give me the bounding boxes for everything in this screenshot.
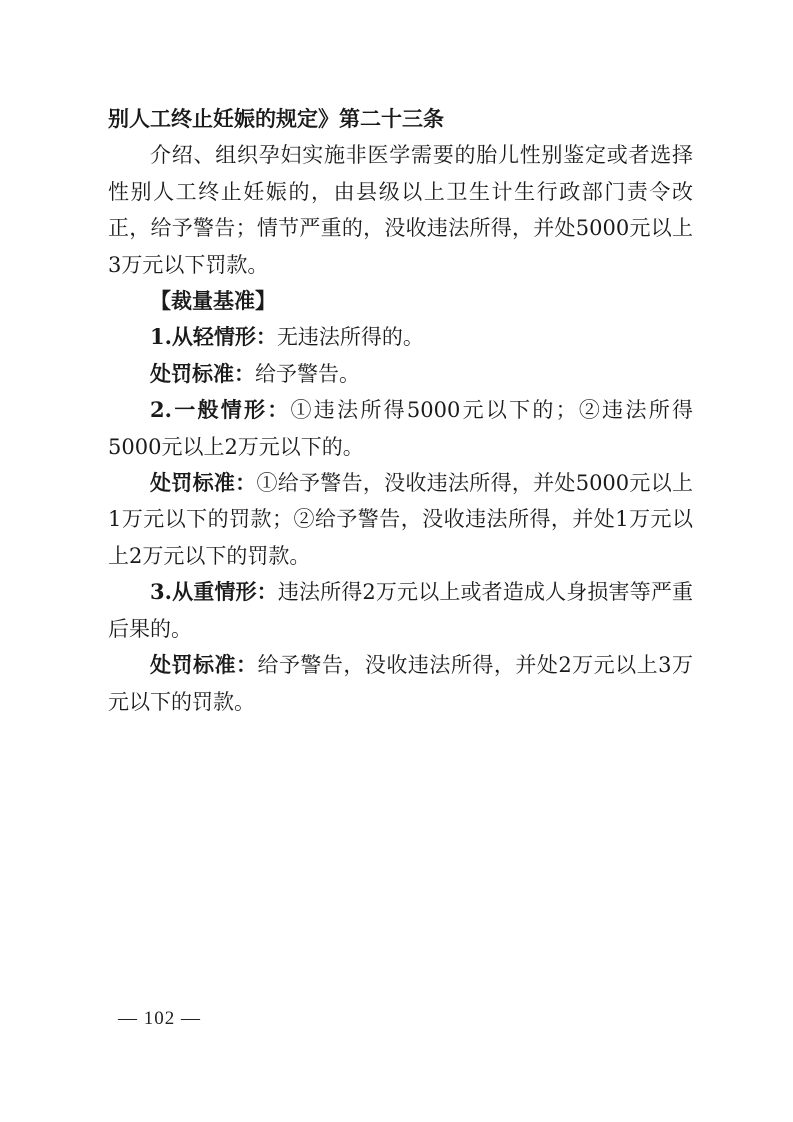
level-2-label: 2.一般情形： — [150, 397, 291, 423]
level-3-penalty-label: 处罚标准： — [150, 652, 258, 678]
level-1-penalty-label: 处罚标准： — [150, 360, 255, 386]
level-3-label: 3.从重情形： — [150, 579, 278, 605]
level-1-label: 1.从轻情形： — [150, 324, 277, 350]
level-2-penalty — [108, 465, 693, 574]
level-3-penalty-text: 给予警告，没收违法所得，并处2万元以上3万元以下的罚款。 — [108, 653, 693, 714]
level-2-penalty-text: ①给予警告，没收违法所得，并处5000元以上1万元以下的罚款；②给予警告，没收违法所得，并处1万元以上2万元以下的罚款。 — [108, 471, 694, 568]
level-2-condition-text: ①违法所得5000元以下的；②违法所得5000元以上2万元以下的。 — [108, 398, 693, 459]
level-1-penalty-text: 给予警告。 — [255, 361, 360, 386]
level-1-penalty — [108, 356, 693, 392]
level-1-condition-text: 无违法所得的。 — [276, 325, 424, 350]
level-3-condition — [108, 574, 693, 647]
level-2-condition — [108, 392, 693, 465]
page-content — [108, 101, 693, 720]
level-1-condition — [108, 319, 693, 355]
level-2-penalty-label: 处罚标准： — [150, 470, 257, 496]
article-text: 介绍、组织孕妇实施非医学需要的胎儿性别鉴定或者选择性别人工终止妊娠的，由县级以上卫生计生行政部门责令改正，给予警告；情节严重的，没收违法所得，并处5000元以上3万元以下罚款。 — [108, 143, 693, 277]
page-number: — 102 — — [118, 1008, 201, 1029]
level-3-condition-text: 违法所得2万元以上或者造成人身损害等严重后果的。 — [108, 580, 693, 641]
criteria-title: 【裁量基准】 — [150, 288, 276, 314]
level-3-penalty — [108, 647, 693, 720]
section-heading: 别人工终止妊娠的规定》第二十三条 — [108, 106, 444, 131]
